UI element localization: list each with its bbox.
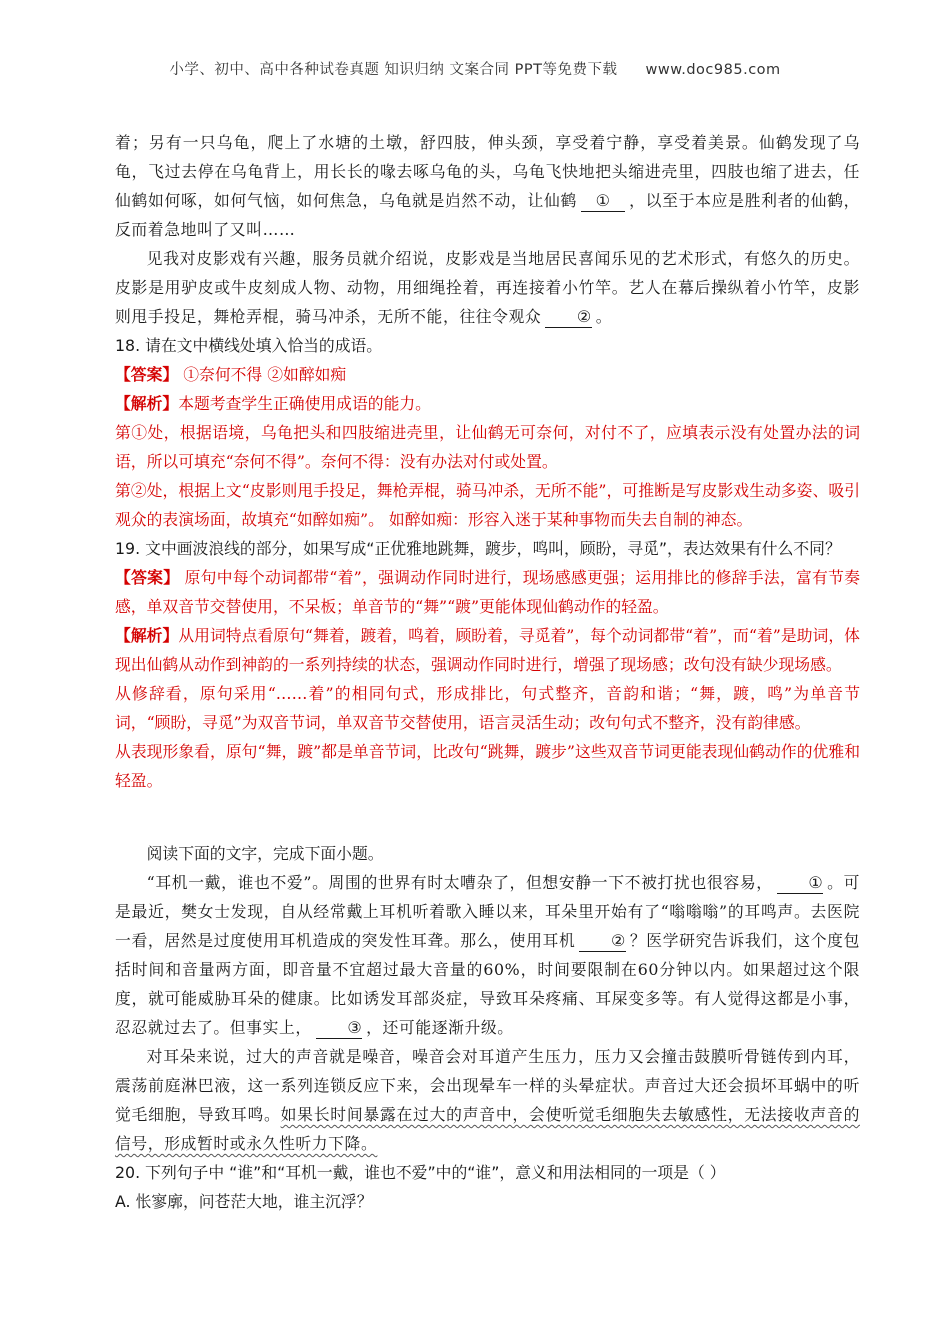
q18-analysis: 【解析】本题考查学生正确使用成语的能力。 xyxy=(115,394,431,413)
passage2-paragraph2: 对耳朵来说，过大的声音就是噪音，噪音会对耳道产生压力，压力又会撞击鼓膜听骨链传到内耳，震荡前庭淋巴液，这一系列连锁反应下来，会出现晕车一样的头晕症状。声音过大还会损坏耳蜗中的听觉毛细胞，导致耳鸣。如果长时间暴露在过大的声音中，会使听觉毛细胞失去敏感性，无法接收声音的信号，形成暂时或永久性听力下降。 xyxy=(115,1047,860,1153)
q18-analysis-point2: 第②处，根据上文“皮影则甩手投足，舞枪弄棍，骑马冲杀，无所不能”，可推断是写皮影戏生动多姿、吸引观众的表演场面，故填充“如醉如痴”。 如醉如痴：形容入迷于某种事物而失去自制的神态。 xyxy=(115,481,860,529)
blank-1: ① xyxy=(581,191,625,212)
q19-analysis-point2: 从修辞看，原句采用“……着”的相同句式，形成排比，句式整齐，音韵和谐；“舞，踱，鸣”为单音节词，“顾盼，寻觅”为双音节词，单双音节交替使用，语言灵活生动；改句句式不整齐，没有韵律感。 xyxy=(115,684,860,732)
blank-p2-3: ③ xyxy=(316,1018,362,1039)
passage2-intro: 阅读下面的文字，完成下面小题。 xyxy=(146,844,384,863)
header-text: 小学、初中、高中各种试卷真题 知识归纳 文案合同 PPT等免费下载 xyxy=(169,62,618,78)
q19-answer: 【答案】 原句中每个动词都带“着”，强调动作同时进行，现场感感更强；运用排比的修辞手法，富有节奏感，单双音节交替使用，不呆板；单音节的“舞”“踱”更能体现仙鹤动作的轻盈。 xyxy=(115,568,860,616)
passage2-paragraph1: “耳机一戴，谁也不爱”。周围的世界有时太嘈杂了，但想安静一下不被打扰也很容易， ① 。可是最近，樊女士发现，自从经常戴上耳机听着歌入睡以来，耳朵里开始有了“嗡嗡嗡”的耳鸣声。去医院一看，居然是过度使用耳机造成的突发性耳聋。那么，使用耳机 ② ？医学研究告诉我们，这个度包括时间和音量两方面，即音量不宜超过最大音量的60%，时间要限制在60分钟以内。如果超过这个限度，就可能威胁耳朵的健康。比如诱发耳部炎症，导致耳朵疼痛、耳屎变多等。有人觉得这都是小事，忍忍就过去了。但事实上， ③ ，还可能逐渐升级。 xyxy=(115,873,860,1037)
wavy-underline-text: 如果长时间暴露在过大的声音中，会使听觉毛细胞失去敏感性，无法接收声音的信号，形成暂时或永久性听力下降。 xyxy=(115,1105,860,1153)
question-20: 20. 下列句子中 “谁”和“耳机一戴，谁也不爱”中的“谁”，意义和用法相同的一项是（ ） xyxy=(115,1163,726,1182)
page-header xyxy=(0,58,950,79)
q19-analysis-point3: 从表现形象看，原句“舞，踱”都是单音节词，比改句“跳舞，踱步”这些双音节词更能表现仙鹤动作的优雅和轻盈。 xyxy=(115,742,860,790)
q19-analysis: 【解析】从用词特点看原句“舞着，踱着，鸣着，顾盼着，寻觅着”，每个动词都带“着”，而“着”是助词，体现出仙鹤从动作到神韵的一系列持续的状态，强调动作同时进行，增强了现场感；改句没有缺少现场感。 xyxy=(115,626,860,674)
question-18: 18. 请在文中横线处填入恰当的成语。 xyxy=(115,336,383,355)
document-body xyxy=(115,128,860,1216)
blank-p2-2: ② xyxy=(579,931,625,952)
passage1-paragraph2: 见我对皮影戏有兴趣，服务员就介绍说，皮影戏是当地居民喜闻乐见的艺术形式，有悠久的历史。皮影是用驴皮或牛皮刻成人物、动物，用细绳拴着，再连接着小竹竿。艺人在幕后操纵着小竹竿，皮影则甩手投足，舞枪弄棍，骑马冲杀，无所不能，往往令观众 ② 。 xyxy=(115,249,860,326)
q18-analysis-point1: 第①处，根据语境，乌龟把头和四肢缩进壳里，让仙鹤无可奈何，对付不了，应填表示没有处置办法的词语，所以可填充“奈何不得”。奈何不得：没有办法对付或处置。 xyxy=(115,423,860,471)
question-19: 19. 文中画波浪线的部分，如果写成“正优雅地跳舞，踱步，鸣叫，顾盼，寻觅”，表达效果有什么不同？ xyxy=(115,539,841,558)
blank-2: ② xyxy=(545,307,591,328)
passage1-paragraph1: 着；另有一只乌龟，爬上了水塘的土墩，舒四肢，伸头颈，享受着宁静，享受着美景。仙鹤发现了乌龟，飞过去停在乌龟背上，用长长的喙去啄乌龟的头，乌龟飞快地把头缩进壳里，四肢也缩了进去，任仙鹤如何啄，如何气恼，如何焦急，乌龟就是岿然不动，让仙鹤 ① ，以至于本应是胜利者的仙鹤，反而着急地叫了又叫…… xyxy=(115,133,860,239)
q18-answer: 【答案】 ①奈何不得 ②如醉如痴 xyxy=(115,365,347,384)
q20-option-a[interactable]: A. 怅寥廓，问苍茫大地，谁主沉浮？ xyxy=(115,1192,373,1211)
blank-p2-1: ① xyxy=(777,873,823,894)
header-url[interactable]: www.doc985.com xyxy=(645,62,781,78)
